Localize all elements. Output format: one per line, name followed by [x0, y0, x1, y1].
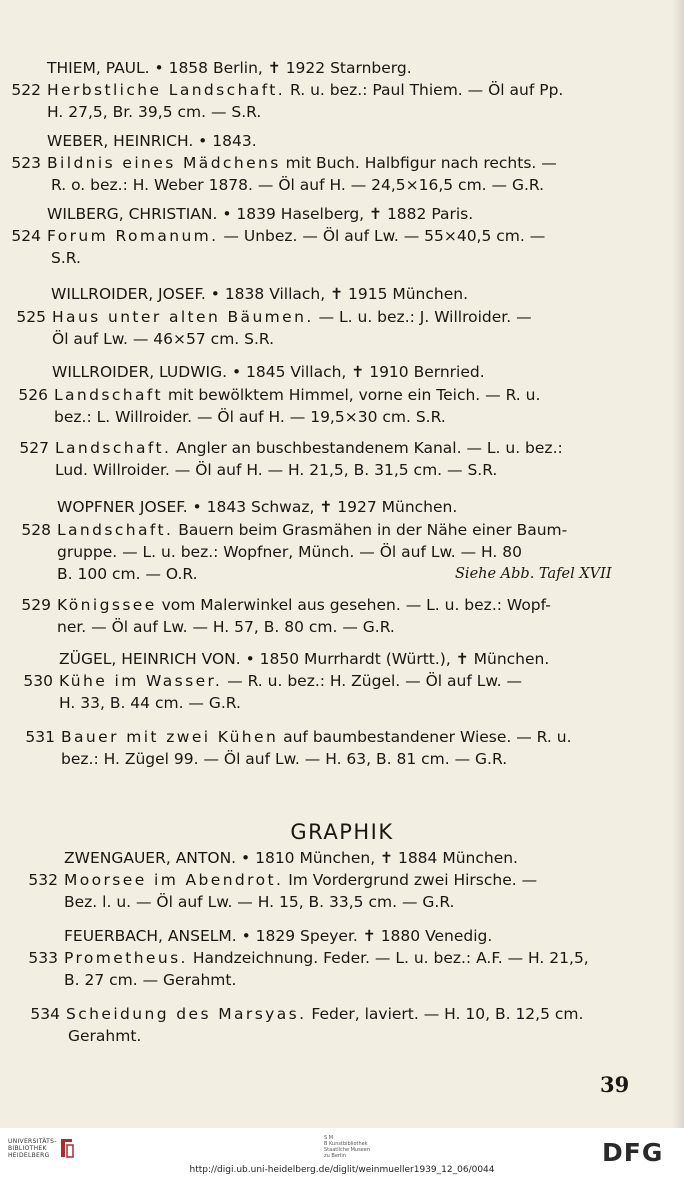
line-text: Angler an buschbestandenem Kanal. — L. u. bez.: — [171, 439, 563, 457]
line-text: ZÜGEL, HEINRICH VON. • 1850 Murrhardt (Württ.), ✝ München. — [59, 650, 550, 668]
line-text: Feder, laviert. — H. 10, B. 12,5 cm. — [306, 1005, 584, 1023]
lot-description-line — [52, 307, 532, 327]
artwork-title: Haus unter alten Bäumen. — [52, 308, 314, 326]
line-text: S.R. — [51, 249, 81, 267]
line-text: FEUERBACH, ANSELM. • 1829 Speyer. ✝ 1880 Venedig. — [64, 927, 493, 945]
lot-description-line — [52, 329, 274, 349]
line-text: R. u. bez.: Paul Thiem. — Öl auf Pp. — [285, 81, 564, 99]
line-text: Gerahmt. — [68, 1027, 142, 1045]
line-text: ner. — Öl auf Lw. — H. 57, B. 80 cm. — G.R. — [57, 618, 395, 636]
artwork-title: Landschaft. — [57, 521, 174, 539]
line-text: Bauern beim Grasmähen in der Nähe einer Baum- — [173, 521, 568, 539]
artwork-title: Prometheus. — [64, 949, 188, 967]
artist-heading — [47, 58, 412, 78]
lot-description-line — [54, 385, 540, 405]
lot-description-line — [55, 460, 497, 480]
lot-number: 534 — [30, 1005, 60, 1023]
line-text: mit Buch. Halbfigur nach rechts. — — [280, 154, 557, 172]
lot-description-line — [59, 693, 241, 713]
line-text: auf baumbestandener Wiese. — R. u. — [278, 728, 572, 746]
university-name: UNIVERSITÄTS- BIBLIOTHEK HEIDELBERG — [8, 1138, 57, 1159]
line-text: — L. u. bez.: J. Willroider. — — [313, 308, 532, 326]
artwork-title: Landschaft — [54, 386, 163, 404]
artwork-title: Königssee — [57, 596, 157, 614]
line-text: WEBER, HEINRICH. • 1843. — [47, 132, 257, 150]
line-text: bez.: L. Willroider. — Öl auf H. — 19,5×30 cm. S.R. — [54, 408, 446, 426]
lot-description-line — [47, 226, 545, 246]
artist-heading — [47, 204, 473, 224]
lot-description-line — [51, 175, 544, 195]
lot-description-line — [59, 671, 522, 691]
lot-description-line — [64, 970, 236, 990]
lot-description-line — [54, 407, 446, 427]
source-url[interactable]: http://digi.ub.uni-heidelberg.de/diglit/weinmueller1939_12_06/0044 — [189, 1165, 495, 1175]
lot-description-line — [57, 542, 522, 562]
line-text: WILLROIDER, JOSEF. • 1838 Villach, ✝ 1915 München. — [51, 285, 469, 303]
line-text: ZWENGAUER, ANTON. • 1810 München, ✝ 1884 München. — [64, 849, 518, 867]
line-text: bez.: H. Zügel 99. — Öl auf Lw. — H. 63, B. 81 cm. — G.R. — [61, 750, 508, 768]
section-title: GRAPHIK — [290, 820, 394, 844]
line-text: WOPFNER JOSEF. • 1843 Schwaz, ✝ 1927 München. — [57, 498, 458, 516]
line-text: Bez. l. u. — Öl auf Lw. — H. 15, B. 33,5 cm. — G.R. — [64, 893, 455, 911]
artwork-title: Bildnis eines Mädchens — [47, 154, 281, 172]
line-text: H. 27,5, Br. 39,5 cm. — S.R. — [47, 103, 262, 121]
line-text: Im Vordergrund zwei Hirsche. — — [283, 871, 538, 889]
artwork-title: Moorsee im Abendrot. — [64, 871, 284, 889]
artist-heading — [64, 926, 492, 946]
page-number: 39 — [600, 1072, 630, 1097]
lot-number: 523 — [11, 154, 41, 172]
lot-description-line — [57, 617, 395, 637]
plate-reference: Siehe Abb. Tafel XVII — [455, 566, 612, 582]
line-text: Handzeichnung. Feder. — L. u. bez.: A.F. — H. 21,5, — [187, 949, 589, 967]
dfg-logo[interactable]: DFG — [602, 1138, 664, 1167]
lot-number: 527 — [19, 439, 49, 457]
line-text: mit bewölktem Himmel, vorne ein Teich. — R. u. — [162, 386, 541, 404]
line-text: vom Malerwinkel aus gesehen. — L. u. bez.: Wopf- — [156, 596, 551, 614]
artist-heading — [59, 649, 549, 669]
line-text: B. 27 cm. — Gerahmt. — [64, 971, 237, 989]
lot-number: 532 — [28, 871, 58, 889]
lot-number: 526 — [18, 386, 48, 404]
lot-number: 533 — [28, 949, 58, 967]
lot-number: 525 — [16, 308, 46, 326]
lot-description-line — [57, 564, 198, 584]
lot-description-line — [51, 248, 81, 268]
artwork-title: Herbstliche Landschaft. — [47, 81, 286, 99]
lot-description-line — [47, 80, 563, 100]
line-text: — Unbez. — Öl auf Lw. — 55×40,5 cm. — — [218, 227, 546, 245]
line-text: WILLROIDER, LUDWIG. • 1845 Villach, ✝ 1910 Bernried. — [52, 363, 485, 381]
lot-description-line — [61, 727, 572, 747]
lot-description-line — [64, 948, 589, 968]
lot-description-line — [64, 892, 454, 912]
line-text: THIEM, PAUL. • 1858 Berlin, ✝ 1922 Starnberg. — [47, 59, 412, 77]
lot-number: 529 — [21, 596, 51, 614]
line-text: gruppe. — L. u. bez.: Wopfner, Münch. — Öl auf Lw. — H. 80 — [57, 543, 522, 561]
artist-heading — [51, 284, 468, 304]
lot-number: 530 — [23, 672, 53, 690]
lot-description-line — [64, 870, 537, 890]
artwork-title: Kühe im Wasser. — [59, 672, 223, 690]
lot-number: 531 — [25, 728, 55, 746]
artist-heading — [47, 131, 257, 151]
line-text: B. 100 cm. — O.R. — [57, 565, 198, 583]
line-text: Lud. Willroider. — Öl auf H. — H. 21,5, B. 31,5 cm. — S.R. — [55, 461, 498, 479]
lot-description-line — [66, 1004, 583, 1024]
line-text: — R. u. bez.: H. Zügel. — Öl auf Lw. — — [222, 672, 522, 690]
artwork-title: Scheidung des Marsyas. — [66, 1005, 307, 1023]
line-text: H. 33, B. 44 cm. — G.R. — [59, 694, 241, 712]
kunstbibliothek-credit: S M B Kunstbibliothek Staatliche Museen zu Berlin — [324, 1135, 370, 1159]
lot-number: 524 — [11, 227, 41, 245]
university-seal-icon — [58, 1136, 76, 1160]
line-text: Öl auf Lw. — 46×57 cm. S.R. — [52, 330, 275, 348]
lot-number: 522 — [11, 81, 41, 99]
artist-heading — [52, 362, 485, 382]
lot-description-line — [57, 595, 551, 615]
lot-description-line — [57, 520, 567, 540]
lot-description-line — [47, 153, 557, 173]
artist-heading — [64, 848, 518, 868]
line-text: R. o. bez.: H. Weber 1878. — Öl auf H. — 24,5×16,5 cm. — G.R. — [51, 176, 545, 194]
line-text: WILBERG, CHRISTIAN. • 1839 Haselberg, ✝ 1882 Paris. — [47, 205, 474, 223]
artwork-title: Forum Romanum. — [47, 227, 219, 245]
lot-description-line — [61, 749, 507, 769]
lot-description-line — [68, 1026, 141, 1046]
artist-heading — [57, 497, 457, 517]
university-logo[interactable] — [8, 1138, 57, 1159]
lot-number: 528 — [21, 521, 51, 539]
artwork-title: Bauer mit zwei Kühen — [61, 728, 279, 746]
lot-description-line — [47, 102, 261, 122]
lot-description-line — [55, 438, 563, 458]
artwork-title: Landschaft. — [55, 439, 172, 457]
